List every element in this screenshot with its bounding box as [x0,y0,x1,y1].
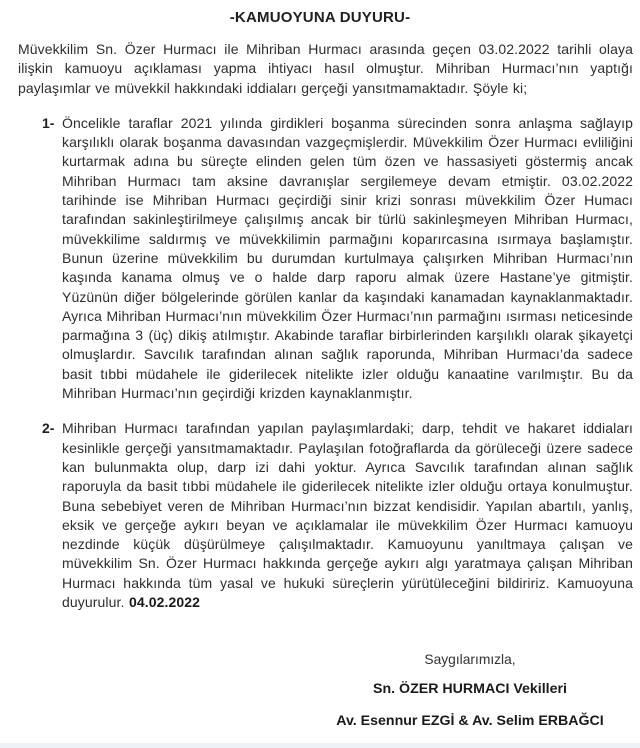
scan-edge-strip [0,743,640,748]
signature-block [302,652,638,729]
document-body [0,40,640,612]
intro-paragraph: Müvekkilim Sn. Özer Hurmacı ile Mihriban Hurmacı arasında geçen 03.02.2022 tarihli olaya ilişkin kamuoyu açıklaması yapma ihtiyacı hasıl olmuştur. Mihriban Hurmacı’nın yaptığı paylaşımlar ve müvekkil hakkındaki iddiaları gerçeği yansıtmamaktadır. Şöyle ki; [18,41,633,96]
list-item-2 [18,419,633,612]
attorney-names: Av. Esennur EZGİ & Av. Selim ERBAĞCI [336,713,604,729]
item-2-text [62,419,633,612]
document-title: -KAMUOYUNA DUYURU- [229,9,411,26]
item-2-text-body: Mihriban Hurmacı tarafından yapılan paylaşımlardaki; darp, tehdit ve hakaret iddiaları kesinlikle gerçeği yansıtmamaktadır. Paylaşılan fotoğraflarda da görüleceği üzere sadece kan bulunmakta olup, darp izi dahi yoktur. Ayrıca Savcılık tarafından alınan sağlık raporuyla da basit tıbbi müdahele ile giderilecek nitelikte izler olduğu ortaya konulmuştur. Buna sebebiyet veren de Mihriban Hurmacı’nın bizzat kendisidir. Yapılan abartılı, yanlış, eksik ve gerçeğe aykırı beyan ve açıklamalar ile müvekkilim Özer Hurmacı kamuoyu nezdinde küçük düşürülmeye çalışılmaktadır. Kamuoyunu yanıltmaya çalışan ve müvekkilim Sn. Özer Hurmacı hakkında gerçeğe aykırı algı yaratmaya çalışan Mihriban Hurmacı hakkında tüm yasal ve hukuki süreçlerin yürütüleceğini bildiririz. Kamuoyuna duyurulur. [62,420,633,611]
salutation-text: Saygılarımızla, [424,652,516,667]
item-2-number: 2- [42,420,55,437]
item-1-text: Öncelikle taraflar 2021 yılında girdikleri boşanma sürecinden sonra anlaşma sağlayıp karşılıklı olarak boşanma davasından vazgeçmişlerdir. Müvekkilim Özer Hurmacı evliliğini kurtarmak adına bu süreçte elinden gelen tüm özen ve hassasiyeti göstermiş ancak Mihriban Hurmacı tam aksine davranışlar sergilemeye devam etmiştir. 03.02.2022 tarihinde ise Mihriban Hurmacı geçirdiği sinir krizi sonrası müvekkilim Özer Humacı tarafından sakinleştirilmeye çalışılmış ancak bir türlü sakinleşmeyen Mihriban Hurmacı, müvekkilime saldırmış ve müvekkilimin parmağını koparırcasına ısırmaya başlamıştır. Bunun üzerine müvekkilim bu durumdan kurtulmaya çalışırken Mihriban Hurmacı’nın kaşında kanama olmuş ve o halde darp raporu almak üzere Hastane’ye gitmiştir. Yüzünün diğer bölgelerinde görülen kanlar da kaşındaki kanamadan kaynaklanmaktadır. Ayrıca Mihriban Hurmacı’nın müvekkilim Özer Hurmacı’nın parmağını ısırması neticesinde parmağına 3 (üç) dikiş atılmıştır. Akabinde taraflar birbirlerinden karşılıklı olarak şikayetçi olmuşlardır. Savcılık tarafından alınan sağlık raporunda, Mihriban Hurmacı’da sadece basit tıbbi müdahele ile giderilecek nitelikte izler olduğu kanaatine varılmıştır. Bu da Mihriban Hurmacı’nın geçirdiği krizden kaynaklanmıştır. [62,114,633,402]
signatory-name: Sn. ÖZER HURMACI Vekilleri [373,681,567,697]
list-item-1 [18,114,633,403]
announcement-date: 04.02.2022 [128,594,201,611]
item-1-number: 1- [42,114,55,131]
